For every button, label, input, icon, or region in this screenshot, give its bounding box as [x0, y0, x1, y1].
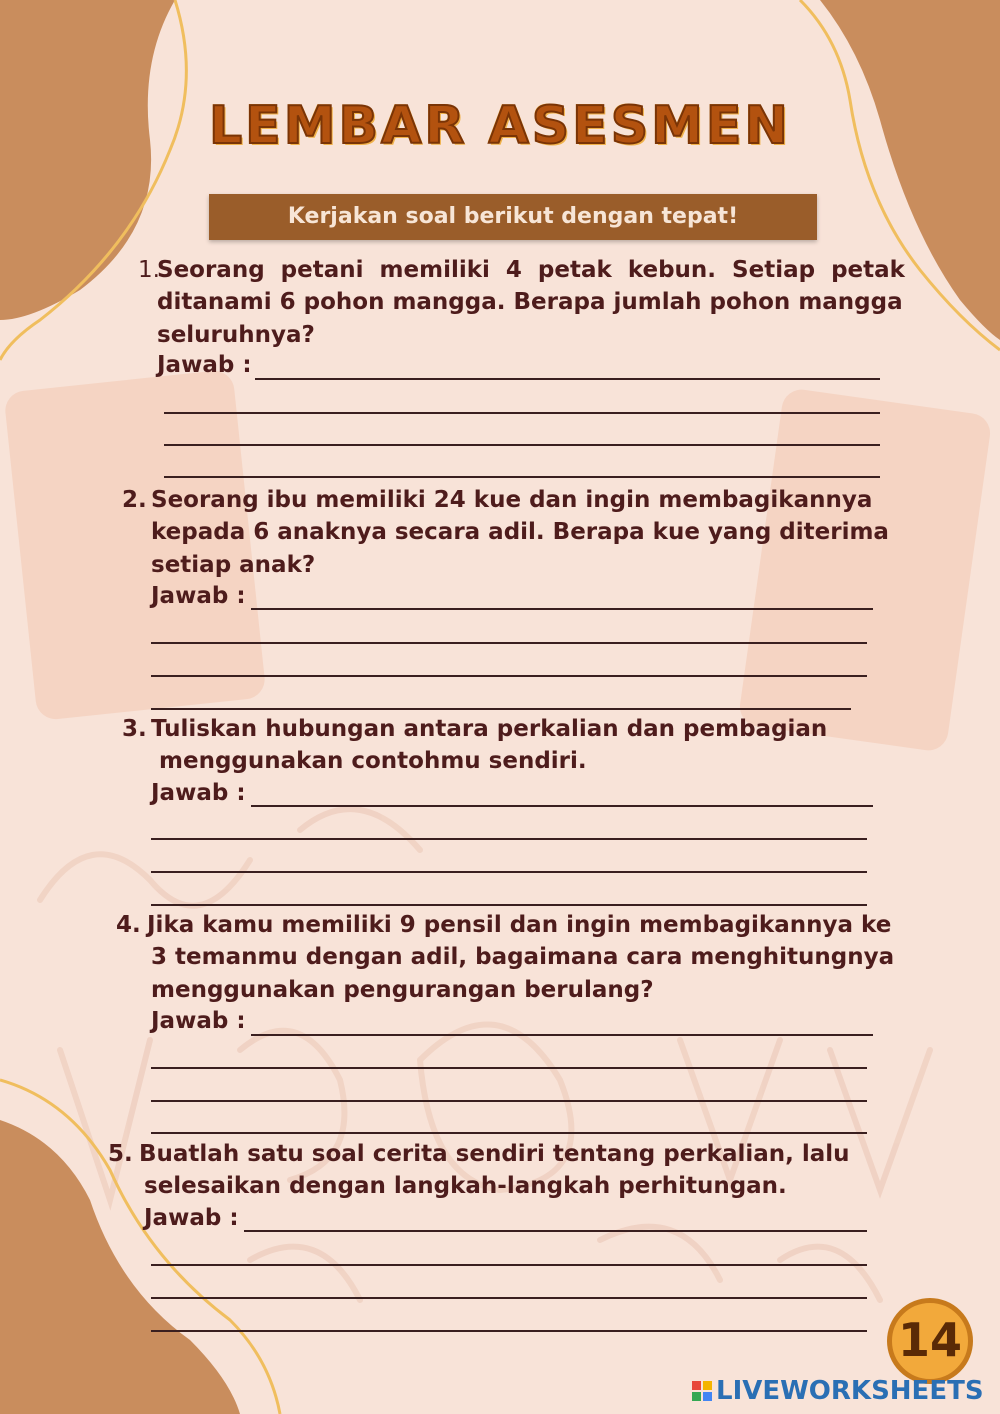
answer-line[interactable]	[151, 1132, 867, 1134]
question-text-line: Jika kamu memiliki 9 pensil dan ingin membagikannya ke	[147, 912, 892, 938]
liveworksheets-logo-icon	[692, 1381, 712, 1401]
answer-line[interactable]	[151, 1067, 867, 1069]
answer-line[interactable]	[151, 838, 867, 840]
question-4	[0, 909, 1000, 1009]
answer-line[interactable]	[151, 1297, 867, 1299]
answer-line[interactable]	[164, 444, 880, 446]
liveworksheets-brand[interactable]	[692, 1374, 984, 1408]
answer-label: Jawab :	[151, 780, 246, 806]
answer-line[interactable]	[151, 642, 867, 644]
answer-label: Jawab :	[151, 583, 246, 609]
answer-line[interactable]	[151, 871, 867, 873]
question-text-line: selesaikan dengan langkah-langkah perhitungan.	[144, 1173, 787, 1199]
question-number: 4.	[116, 912, 141, 938]
question-2	[0, 484, 1000, 584]
question-text-line: menggunakan pengurangan berulang?	[151, 977, 654, 1003]
answer-line[interactable]	[151, 675, 867, 677]
question-text-line: 3 temanmu dengan adil, bagaimana cara menghitungnya	[151, 944, 895, 970]
answer-line[interactable]	[151, 904, 867, 906]
question-text-line: ditanami 6 pohon mangga. Berapa jumlah pohon mangga	[157, 289, 903, 315]
answer-label: Jawab :	[144, 1205, 239, 1231]
answer-line[interactable]	[164, 476, 880, 478]
question-text-line: Seorang petani memiliki 4 petak kebun. Setiap petak	[157, 257, 905, 283]
instruction-banner: Kerjakan soal berikut dengan tepat!	[209, 194, 817, 240]
question-number: 2.	[122, 487, 147, 513]
answer-line[interactable]	[151, 1100, 867, 1102]
answer-line[interactable]	[251, 1034, 873, 1036]
answer-line[interactable]	[151, 1330, 867, 1332]
answer-line[interactable]	[151, 1264, 867, 1266]
question-text-line: menggunakan contohmu sendiri.	[151, 748, 587, 774]
answer-line[interactable]	[151, 708, 851, 710]
question-text-line: Buatlah satu soal cerita sendiri tentang perkalian, lalu	[139, 1141, 850, 1167]
question-1	[0, 254, 1000, 364]
question-3	[0, 713, 1000, 783]
question-text-line: setiap anak?	[151, 552, 316, 578]
answer-line[interactable]	[255, 378, 880, 380]
question-5	[0, 1138, 1000, 1208]
answer-line[interactable]	[164, 412, 880, 414]
answer-line[interactable]	[251, 805, 873, 807]
page-title: LEMBAR ASESMEN	[209, 96, 791, 156]
answer-label: Jawab :	[151, 1008, 246, 1034]
question-text-line: seluruhnya?	[157, 322, 315, 348]
brand-name: LIVEWORKSHEETS	[716, 1376, 984, 1406]
question-text-line: Tuliskan hubungan antara perkalian dan pembagian	[151, 716, 828, 742]
question-number: 1.	[138, 257, 160, 283]
answer-label: Jawab :	[157, 352, 252, 378]
question-number: 5.	[108, 1141, 133, 1167]
page-number-badge: 14	[887, 1298, 973, 1384]
question-text-line: kepada 6 anaknya secara adil. Berapa kue yang diterima	[151, 519, 889, 545]
answer-line[interactable]	[244, 1230, 867, 1232]
question-text-line: Seorang ibu memiliki 24 kue dan ingin membagikannya	[151, 487, 873, 513]
answer-line[interactable]	[251, 608, 873, 610]
question-number: 3.	[122, 716, 147, 742]
